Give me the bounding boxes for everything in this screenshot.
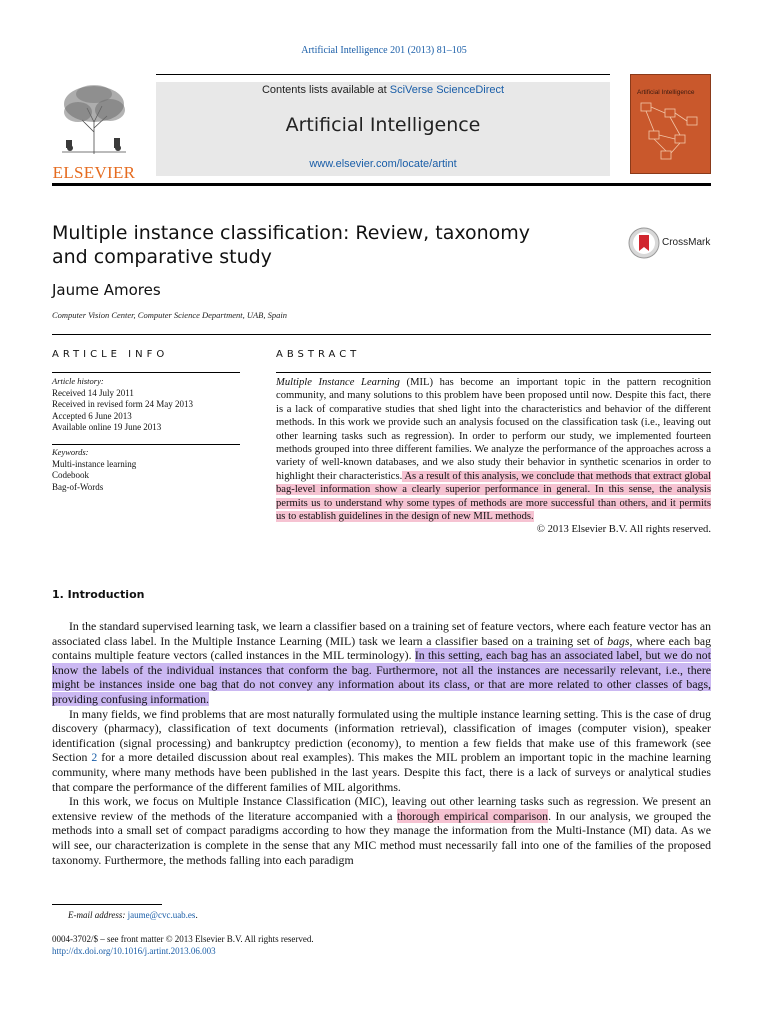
- keywords-block: [52, 447, 240, 493]
- crossmark-label: CrossMark: [662, 237, 711, 248]
- footnote-email: [68, 910, 198, 920]
- abstract-heading: ABSTRACT: [276, 349, 361, 360]
- abstract-highlight[interactable]: As a result of this analysis, we conclude that methods that extract global bag-level information show a clearly superior performance in general. In this sense, the analysis permits us to understand why some types of methods are more successful than others, and it permits us to establish guidelines in the design of new MIL methods.: [276, 470, 711, 523]
- contents-prefix: Contents lists available at: [261, 84, 390, 96]
- revised-date: Received in revised form 24 May 2013: [52, 399, 193, 410]
- abstract-copyright: © 2013 Elsevier B.V. All rights reserved.: [536, 524, 711, 536]
- text-run: In many fields, we find problems that are most naturally formulated using the multiple instance learning setting. This is the case of drug discovery (pharmacy), classification of text documents (information retrieval), classification of images (computer vision), speaker identification (signal processing) and bankruptcy prediction (economy), to mention a few fields that make use of this framework (see Section: [52, 706, 711, 765]
- email-label: E-mail address:: [68, 910, 128, 920]
- text-run: bags: [607, 633, 630, 648]
- journal-url-link[interactable]: www.elsevier.com/locate/artint: [309, 158, 457, 170]
- section-2-link[interactable]: 2: [91, 750, 98, 765]
- article-history: [52, 376, 240, 434]
- abstract-text: [276, 376, 711, 537]
- title-line-1: Multiple instance classification: Review, taxonomy: [52, 222, 531, 244]
- intro-highlight-purple[interactable]: In this setting, each bag has an associated label, but we do not know the labels of the individual instances that conform the bag. Furthermore, not all the instances are necessarily relevant, i.e., there might be instances inside one bag that do not convey any information about its class, or that are more related to other classes of bags, providing confusing information.: [52, 648, 711, 706]
- abstract-body: (MIL) has become an important topic in the pattern recognition community, and many solutions to this problem have been proposed until now. Despite this fact, there is a lack of comparative studies that shed light into the characteristics and behavior of the different methods. In this work we provide such an analysis focused on the classification task (i.e., leaving out other learning tasks such as regression). In order to perform our study, we implemented fourteen methods grouped into three different families. We analyze the performance of the approaches across a variety of well-known databases, and we also study their behavior in synthetic scenarios in order to highlight their characteristics.: [276, 377, 711, 482]
- doi-link[interactable]: http://dx.doi.org/10.1016/j.artint.2013.06.003: [52, 946, 216, 956]
- elsevier-wordmark: ELSEVIER: [52, 163, 136, 182]
- keyword-item: Codebook: [52, 470, 89, 481]
- abstract-lead: Multiple Instance Learning: [276, 377, 400, 388]
- history-label: Article history:: [52, 376, 104, 386]
- text-run: for a more detailed discussion about real examples). This makes the MIL problem an important topic in the machine learning community, where many methods have been published in the last years. Despite this fact, there is a lack of surveys or analytical studies that compare the performance of the different families of MIL algorithms.: [52, 750, 711, 794]
- abstract-rule: [276, 372, 711, 373]
- accepted-date: Accepted 6 June 2013: [52, 410, 132, 421]
- keywords-label: Keywords:: [52, 447, 89, 457]
- front-rule: [52, 334, 711, 335]
- cover-diagram-icon: [635, 97, 707, 167]
- header-bottom-rule: [52, 183, 711, 186]
- header-top-rule: [156, 74, 610, 75]
- author-affiliation: Computer Vision Center, Computer Science Department, UAB, Spain: [52, 310, 287, 320]
- crossmark-icon: [628, 227, 660, 259]
- intro-highlight-pink[interactable]: thorough empirical comparison: [396, 808, 549, 823]
- elsevier-logo[interactable]: [52, 82, 136, 182]
- paragraph: [52, 619, 711, 707]
- elsevier-tree-icon: [52, 82, 136, 156]
- footnote-rule: [52, 904, 162, 905]
- title-line-2: and comparative study: [52, 246, 272, 268]
- online-date: Available online 19 June 2013: [52, 422, 162, 433]
- sciencedirect-link[interactable]: SciVerse ScienceDirect: [389, 84, 505, 96]
- article-info-rule: [52, 372, 240, 373]
- email-end: .: [195, 910, 198, 920]
- keywords-rule: [52, 444, 240, 445]
- text-run: . In our analysis, we grouped the methods into a small set of compact paradigms according to how they manage the information from the Multi-Instance (MI) data. As we will see, our characterization is complete in the sense that any MIC method must necessarily fall into one of the families of the proposed taxonomy. Furthermore, the methods falling into each paradigm: [52, 808, 711, 867]
- text-run: In the standard supervised learning task, we learn a classifier based on a training set of feature vectors, where each feature vector has an associated class label. In the Multiple Instance Learning (MIL) task we learn a classifier based on a training set of: [52, 619, 711, 648]
- received-date: Received 14 July 2011: [52, 387, 134, 398]
- paragraph: [52, 794, 711, 867]
- contents-available-line: [156, 84, 610, 96]
- cover-title: Artificial Intelligence: [637, 89, 695, 96]
- email-link[interactable]: jaume@cvc.uab.es: [127, 910, 196, 920]
- keyword-item: Multi-instance learning: [52, 458, 137, 469]
- keyword-item: Bag-of-Words: [52, 481, 104, 492]
- paper-title: [52, 221, 552, 269]
- journal-name: Artificial Intelligence: [285, 114, 481, 136]
- journal-reference[interactable]: Artificial Intelligence 201 (2013) 81–105: [301, 45, 467, 56]
- front-matter-line: 0004-3702/$ – see front matter © 2013 Elsevier B.V. All rights reserved.: [52, 934, 314, 944]
- article-info-heading: ARTICLE INFO: [52, 349, 169, 360]
- paragraph: [52, 707, 711, 795]
- crossmark-button[interactable]: [628, 227, 712, 259]
- text-run: In this work, we focus on Multiple Instance Classification (MIC), leaving out other learning tasks such as regression. We present an extensive review of the methods of the literature accompanied with a: [52, 794, 711, 823]
- text-run: , where each bag contains multiple feature vectors (called instances in the MIL terminology).: [52, 633, 711, 663]
- journal-header-box: [156, 82, 610, 176]
- introduction-body: [52, 619, 711, 867]
- author-name[interactable]: Jaume Amores: [52, 281, 161, 299]
- section-heading-introduction: 1. Introduction: [52, 588, 145, 601]
- journal-cover-thumbnail[interactable]: [630, 74, 711, 174]
